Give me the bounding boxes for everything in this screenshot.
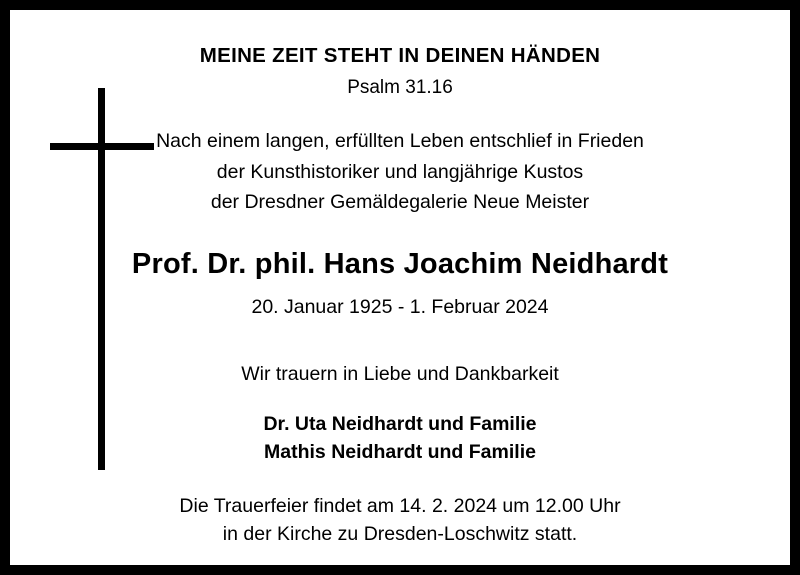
funeral-service-info <box>10 492 790 549</box>
intro-text <box>10 126 790 217</box>
obituary-content <box>10 10 790 565</box>
bible-verse: MEINE ZEIT STEHT IN DEINEN HÄNDEN <box>199 44 601 67</box>
bible-verse-reference: Psalm 31.16 <box>347 76 453 98</box>
life-dates: 20. Januar 1925 - 1. Februar 2024 <box>251 295 549 318</box>
survivor-line: Dr. Uta Neidhardt und Familie <box>263 412 537 435</box>
mourning-text: Wir trauern in Liebe und Dankbarkeit <box>241 363 559 386</box>
intro-line: der Dresdner Gemäldegalerie Neue Meister <box>210 190 590 213</box>
obituary-card <box>10 10 790 565</box>
service-line: Die Trauerfeier findet am 14. 2. 2024 um 12.00 Uhr <box>179 495 621 518</box>
intro-line: Nach einem langen, erfüllten Leben entschlief in Frieden <box>156 130 644 153</box>
survivors-list <box>10 410 790 467</box>
intro-line: der Kunsthistoriker und langjährige Kustos <box>216 160 584 183</box>
service-line: in der Kirche zu Dresden-Loschwitz statt. <box>222 523 578 546</box>
survivor-line: Mathis Neidhardt und Familie <box>264 440 536 463</box>
deceased-name: Prof. Dr. phil. Hans Joachim Neidhardt <box>131 248 669 281</box>
